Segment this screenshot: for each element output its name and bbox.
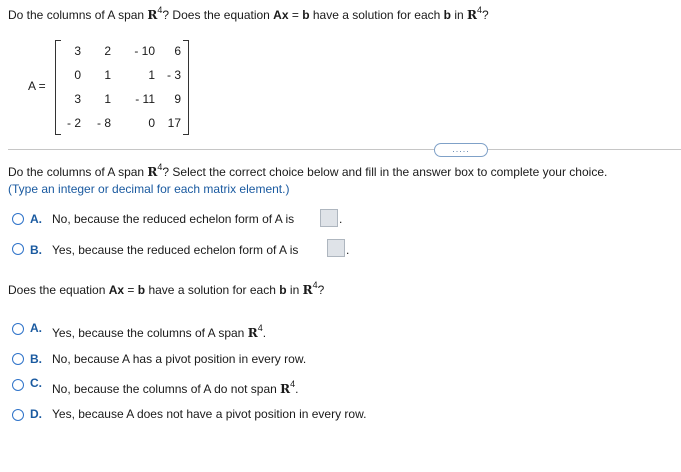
option-end: . bbox=[339, 212, 343, 226]
part-b-option-b-radio[interactable] bbox=[12, 353, 24, 365]
matrix-cell: - 3 bbox=[166, 68, 181, 82]
option-letter: A. bbox=[30, 212, 42, 226]
option-letter: B. bbox=[30, 352, 42, 366]
matrix-cell: 3 bbox=[74, 44, 81, 58]
matrix-label: A = bbox=[28, 79, 46, 93]
matrix-cell: - 10 bbox=[134, 44, 155, 58]
part-b-option-d-radio[interactable] bbox=[12, 409, 24, 421]
matrix-cell: 0 bbox=[148, 116, 155, 130]
part-b-option-a-text: Yes, because the columns of A span $R^4$. bbox=[52, 323, 267, 340]
matrix-cell: 1 bbox=[148, 68, 155, 82]
matrix-cell: 17 bbox=[167, 116, 181, 130]
matrix-cell: - 8 bbox=[96, 116, 111, 130]
matrix-cell: 9 bbox=[174, 92, 181, 106]
part-a-option-a-text: No, because the reduced echelon form of A is bbox=[52, 212, 295, 226]
matrix-cell: 1 bbox=[104, 68, 111, 82]
part-a-option-b-answer-box[interactable] bbox=[327, 239, 345, 257]
matrix-cell: - 2 bbox=[66, 116, 81, 130]
question-text: Do the columns of A span $R^4$? Does the equation Ax = b have a solution for each b in $R^4$? bbox=[8, 5, 489, 22]
option-letter: D. bbox=[30, 407, 42, 421]
part-b-option-b-text: No, because A has a pivot position in every row. bbox=[52, 352, 307, 366]
matrix-a bbox=[55, 40, 189, 135]
matrix-cell: 6 bbox=[174, 44, 181, 58]
matrix-cell: 0 bbox=[74, 68, 81, 82]
part-b-option-c-radio[interactable] bbox=[12, 379, 24, 391]
part-a-option-a-radio[interactable] bbox=[12, 213, 24, 225]
part-b-option-a-radio[interactable] bbox=[12, 323, 24, 335]
matrix-cell: 1 bbox=[104, 92, 111, 106]
matrix-cell: 2 bbox=[104, 44, 111, 58]
matrix-cell: - 11 bbox=[135, 92, 155, 106]
part-b-option-c-text: No, because the columns of A do not span $R^4$. bbox=[52, 379, 299, 396]
part-b-option-d-text: Yes, because A does not have a pivot position in every row. bbox=[52, 407, 367, 421]
option-letter: A. bbox=[30, 321, 42, 335]
part-a-hint: (Type an integer or decimal for each matrix element.) bbox=[8, 182, 290, 196]
option-end: . bbox=[346, 243, 350, 257]
part-a-prompt: Do the columns of A span $R^4$? Select the correct choice below and fill in the answer box to complete your choice. bbox=[8, 162, 608, 179]
expand-question-button[interactable]: ..... bbox=[434, 143, 488, 157]
section-divider bbox=[8, 149, 681, 150]
right-bracket bbox=[183, 40, 189, 135]
part-b-question: Does the equation Ax = b have a solution for each b in $R^4$? bbox=[8, 280, 325, 297]
option-letter: B. bbox=[30, 243, 42, 257]
option-letter: C. bbox=[30, 376, 42, 390]
part-b-option-b-radio[interactable] bbox=[12, 243, 24, 255]
matrix-cell: 3 bbox=[74, 92, 81, 106]
part-a-option-b-text: Yes, because the reduced echelon form of A is bbox=[52, 243, 299, 257]
part-a-option-a-answer-box[interactable] bbox=[320, 209, 338, 227]
